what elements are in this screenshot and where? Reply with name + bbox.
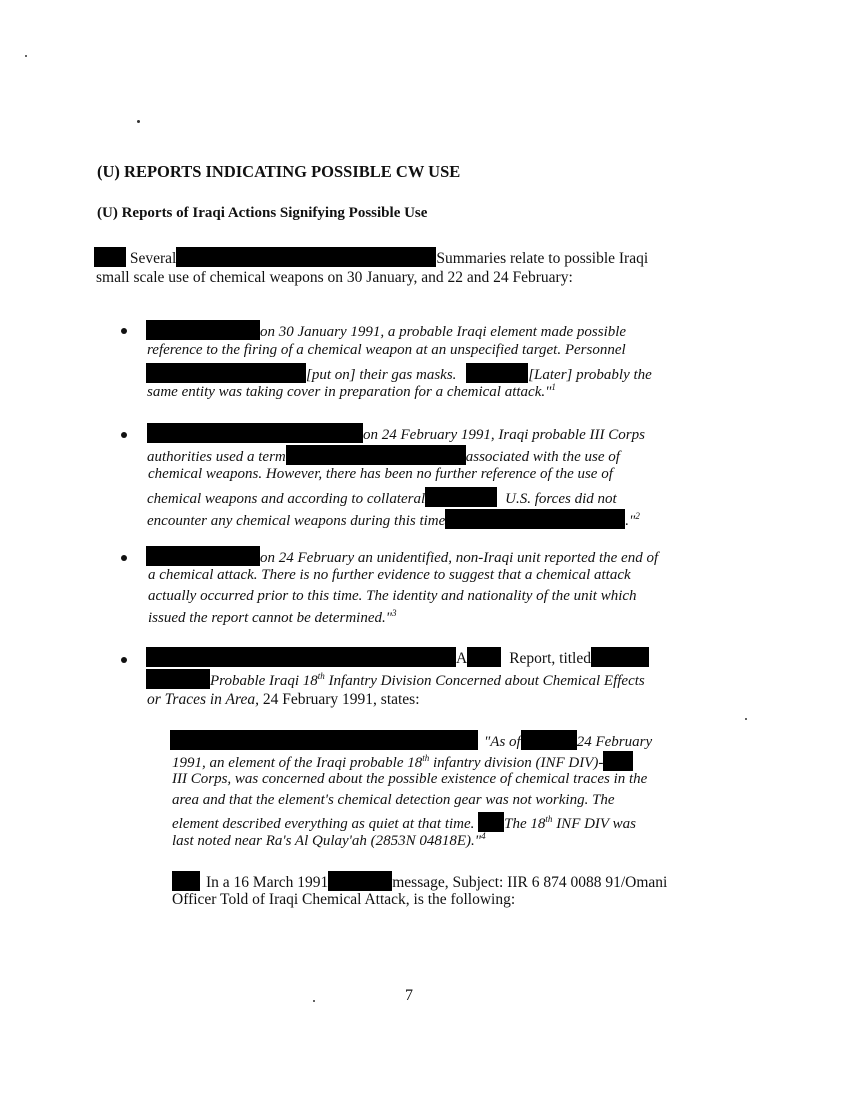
bullet-2-line-4 [147, 487, 617, 508]
text: A [456, 650, 468, 667]
text: Infantry Division Concerned about Chemical Effects [324, 673, 645, 689]
quote-line-1 [170, 730, 652, 751]
redaction [176, 247, 436, 267]
redaction [146, 669, 210, 689]
bullet-3-line-1 [146, 546, 658, 567]
text: message, Subject: IIR 6 874 0088 91/Omani [392, 874, 668, 891]
bullet-icon [121, 657, 127, 663]
quote-line-2 [172, 751, 633, 772]
bullet-1-line-3 [146, 363, 652, 384]
redaction [286, 445, 466, 465]
ordinal-suffix: th [545, 814, 553, 824]
redaction [146, 320, 260, 340]
quote-line-6 [172, 833, 486, 850]
footnote-ref: 4 [481, 831, 486, 841]
text: The 18 [504, 816, 546, 832]
text: [Later] probably the [528, 367, 652, 383]
page-number: 7 [405, 987, 413, 1004]
text: chemical weapons and according to collateral [147, 491, 426, 507]
ordinal-suffix: th [317, 671, 325, 681]
text: "As of [484, 734, 521, 750]
scan-speck [137, 120, 140, 123]
intro-line-1 [94, 247, 648, 268]
bullet-2-line-5 [147, 509, 640, 530]
text: on 24 February 1991, Iraqi probable III Corps [363, 427, 645, 443]
text: same entity was taking cover in preparation for a chemical attack." [147, 384, 552, 400]
redaction [591, 647, 649, 667]
redaction [172, 871, 200, 891]
text: Probable Iraqi 18 [210, 673, 318, 689]
bullet-4-line-2 [146, 669, 645, 690]
section-heading: (U) REPORTS INDICATING POSSIBLE CW USE [97, 162, 461, 181]
text: encounter any chemical weapons during this time [147, 513, 446, 529]
footnote-ref: 1 [551, 382, 556, 392]
ordinal-suffix: th [422, 753, 430, 763]
bullet-3-line-2: a chemical attack. There is no further evidence to suggest that a chemical attack [148, 567, 631, 583]
redaction [467, 647, 501, 667]
bullet-icon [121, 555, 127, 561]
text: INF DIV was [552, 816, 636, 832]
text: 24 February [576, 734, 653, 750]
redaction [146, 546, 260, 566]
text: authorities used a term [147, 449, 286, 465]
text: In a 16 March 1991 [206, 874, 329, 891]
bullet-1-line-2: reference to the firing of a chemical weapon at an unspecified target. Personnel [147, 342, 626, 358]
text: [put on] their gas masks. [306, 367, 457, 383]
redaction [170, 730, 478, 750]
text: issued the report cannot be determined." [148, 610, 393, 626]
text: 24 February 1991, states: [258, 691, 420, 708]
bullet-4-line-1 [146, 647, 649, 668]
bullet-1-line-1 [146, 320, 626, 341]
bullet-2-line-1 [147, 423, 645, 444]
text: U.S. forces did not [505, 491, 617, 507]
redaction [146, 647, 456, 667]
final-line-1 [172, 871, 667, 892]
quote-line-5 [172, 812, 636, 833]
bullet-4-line-3 [147, 691, 420, 709]
bullet-2-line-2 [147, 445, 620, 466]
bullet-3-line-4 [148, 610, 397, 627]
redaction [94, 247, 126, 267]
scan-speck [313, 1000, 315, 1002]
text: or Traces in Area, [147, 691, 259, 708]
redaction [603, 751, 633, 771]
redaction [147, 423, 363, 443]
text: on 30 January 1991, a probable Iraqi element made possible [260, 324, 627, 340]
bullet-icon [121, 432, 127, 438]
redaction [521, 730, 577, 750]
text: on 24 February an unidentified, non-Iraqi unit reported the end of [260, 550, 659, 566]
redaction [478, 812, 504, 832]
text: Report, titled [509, 650, 591, 667]
final-line-2: Officer Told of Iraqi Chemical Attack, is the following: [172, 891, 516, 908]
redaction [466, 363, 528, 383]
text: ." [625, 513, 636, 529]
redaction [146, 363, 306, 383]
bullet-1-line-4 [147, 384, 556, 401]
bullet-3-line-3: actually occurred prior to this time. The identity and nationality of the unit which [148, 588, 637, 604]
redaction [445, 509, 625, 529]
intro-line-2: small scale use of chemical weapons on 30 January, and 22 and 24 February: [96, 269, 573, 286]
text: associated with the use of [465, 449, 620, 465]
footnote-ref: 2 [635, 511, 640, 521]
scan-speck [25, 55, 27, 57]
intro-text: Several [129, 250, 177, 267]
redaction [328, 871, 392, 891]
intro-text: Summaries relate to possible Iraqi [436, 250, 649, 267]
text: element described everything as quiet at that time. [172, 816, 475, 832]
text: last noted near Ra's Al Qulay'ah (2853N 04818E)." [172, 833, 482, 849]
text: infantry division (INF DIV)- [429, 755, 604, 771]
bullet-icon [121, 328, 127, 334]
quote-line-4: area and that the element's chemical detection gear was not working. The [172, 792, 615, 808]
subsection-heading: (U) Reports of Iraqi Actions Signifying Possible Use [97, 205, 428, 221]
text: 1991, an element of the Iraqi probable 18 [172, 755, 423, 771]
scan-speck [745, 718, 747, 720]
quote-line-3: III Corps, was concerned about the possible existence of chemical traces in the [172, 771, 648, 787]
redaction [425, 487, 497, 507]
bullet-2-line-3: chemical weapons. However, there has been no further reference of the use of [148, 466, 613, 482]
footnote-ref: 3 [392, 608, 397, 618]
